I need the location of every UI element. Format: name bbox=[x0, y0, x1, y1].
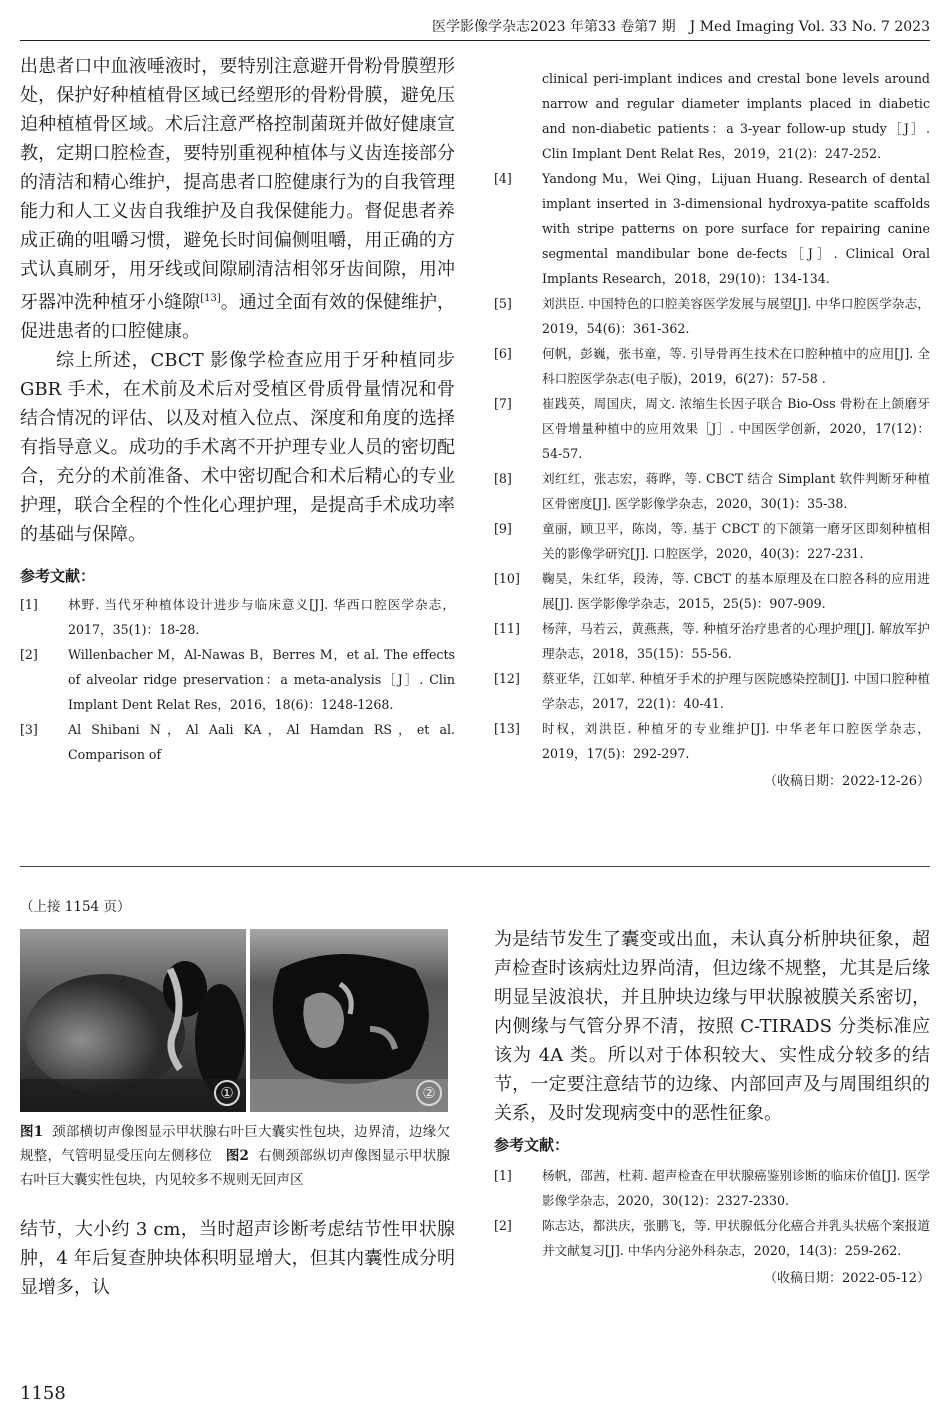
reference-item bbox=[494, 1213, 930, 1263]
body-paragraph: 为是结节发生了囊变或出血，未认真分析肿块征象，超声检查时该病灶边界尚清，但边缘不规整，尤其是后缘明显呈波浪状，并且肿块边缘与甲状腺被膜关系密切，内侧缘与气管分界不清，按照 C-TIRADS 分类标准应该为 4A 类。所以对于体积较大、实性成分较多的结节，一定要注意结节的边缘、内部回声及与周围组织的关系，及时发现病变中的恶性征象。 bbox=[494, 929, 930, 1124]
paragraph-text: 出患者口中血液唾液时，要特别注意避开骨粉骨膜塑形处，保护好种植植骨区域已经塑形的骨粉骨膜，避免压迫种植植骨区域。术后注意严格控制菌斑并做好健康宣教，定期口腔检查，要特别重视种植体与义齿连接部分的清洁和精心维护，提高患者口腔健康行为的自我管理能力和人工义齿自我维护及自我保健能力。督促患者养成正确的咀嚼习惯，避免长时间偏侧咀嚼，用正确的方式认真刷牙，用牙线或间隙刷清洁相邻牙齿间隙，用冲牙器冲洗种植牙小缝隙 bbox=[20, 56, 455, 313]
reference-text: clinical peri-implant indices and crestal bone levels around narrow and regular diameter implants placed in diabetic and non-diabetic patients：a 3-year follow-up study［J］. Clin Implant Dent Relat Res，2019，21(2)：247-252. bbox=[542, 71, 930, 161]
reference-text: 何帆，彭巍，张书童，等. 引导骨再生技术在口腔种植中的应用[J]. 全科口腔医学杂志(电子版)，2019，6(27)：57-58 . bbox=[542, 346, 930, 386]
reference-number: [5] bbox=[494, 296, 512, 311]
reference-item bbox=[494, 616, 930, 666]
header-rule bbox=[20, 40, 930, 41]
reference-item bbox=[494, 466, 930, 516]
caption-fig1-number: 图1 bbox=[20, 1124, 44, 1140]
figure-caption bbox=[20, 1120, 450, 1192]
reference-number: [2] bbox=[20, 647, 38, 662]
reference-item bbox=[494, 291, 930, 341]
reference-number: [13] bbox=[494, 721, 520, 736]
reference-text: 崔践英，周国庆，周文. 浓缩生长因子联合 Bio-Oss 骨粉在上颌磨牙区骨增量种植中的应用效果［J］. 中国医学创新，2020，17(12)：54-57. bbox=[542, 396, 930, 461]
top-left-column bbox=[20, 52, 455, 767]
references-heading: 参考文献： bbox=[20, 567, 96, 585]
reference-text: 林野. 当代牙种植体设计进步与临床意义[J]. 华西口腔医学杂志，2017，35(1)：18-28. bbox=[68, 597, 455, 637]
reference-number: [8] bbox=[494, 471, 512, 486]
reference-list bbox=[20, 592, 455, 767]
reference-item bbox=[494, 66, 930, 166]
figure-label-1: ① bbox=[214, 1080, 240, 1106]
caption-fig1-text: 颈部横切声像图显示甲状腺右叶巨大囊实性包块，边界清，边缘欠规整，气管明显受压向左侧移位 bbox=[20, 1124, 450, 1164]
caption-fig2-number: 图2 bbox=[225, 1148, 249, 1164]
reference-item bbox=[494, 1163, 930, 1213]
reference-text: 陈志达，都洪庆，张鹏飞，等. 甲状腺低分化癌合并乳头状癌个案报道并文献复习[J]. 中华内分泌外科杂志，2020，14(3)：259-262. bbox=[542, 1218, 930, 1258]
reference-text: Yandong Mu，Wei Qing，Lijuan Huang. Research of dental implant inserted in 3-dimensional hydroxya-patite scaffolds with stripe patterns on pore surface for repairing canine segmental mandibular bone de-fects［J］. Clinical Oral Implants Research，2018，29(10)：134-134. bbox=[542, 171, 930, 286]
reference-text: 刘红红，张志宏，蒋晔，等. CBCT 结合 Simplant 软件判断牙种植区骨密度[J]. 医学影像学杂志，2020，30(1)：35-38. bbox=[542, 471, 930, 511]
paragraph-text: 。通过全面有效的保健维护，促进患者的口腔健康。 bbox=[20, 292, 455, 342]
reference-number: [11] bbox=[494, 621, 520, 636]
references-heading: 参考文献： bbox=[494, 1136, 570, 1154]
reference-text: 鞠昊，朱红华，段涛，等. CBCT 的基本原理及在口腔各科的应用进展[J]. 医学影像学杂志，2015，25(5)：907-909. bbox=[542, 571, 930, 611]
reference-text: 蔡亚华，江如苹. 种植牙手术的护理与医院感染控制[J]. 中国口腔种植学杂志，2017，22(1)：40-41. bbox=[542, 671, 930, 711]
running-header: 医学影像学杂志2023 年第33 卷第7 期 J Med Imaging Vol. 33 No. 7 2023 bbox=[431, 19, 930, 35]
figure-label-2: ② bbox=[416, 1080, 442, 1106]
reference-number: [10] bbox=[494, 571, 520, 586]
received-date: （收稿日期：2022-12-26） bbox=[764, 774, 930, 789]
reference-item bbox=[494, 566, 930, 616]
received-date: （收稿日期：2022-05-12） bbox=[764, 1271, 930, 1286]
reference-item bbox=[494, 391, 930, 466]
reference-item bbox=[20, 717, 455, 767]
body-paragraph: 结节，大小约 3 cm，当时超声诊断考虑结节性甲状腺肿，4 年后复查肿块体积明显增大，但其内囊性成分明显增多，认 bbox=[20, 1219, 455, 1298]
reference-number: [9] bbox=[494, 521, 512, 536]
reference-number: [1] bbox=[494, 1168, 512, 1183]
reference-text: 刘洪臣. 中国特色的口腔美容医学发展与展望[J]. 中华口腔医学杂志，2019，54(6)：361-362. bbox=[542, 296, 930, 336]
reference-number: [7] bbox=[494, 396, 512, 411]
reference-item bbox=[20, 592, 455, 642]
page-number: 1158 bbox=[20, 1383, 66, 1404]
caption-fig2-text: 右侧颈部纵切声像图显示甲状腺右叶巨大囊实性包块，内见较多不规则无回声区 bbox=[20, 1148, 450, 1188]
reference-number: [4] bbox=[494, 171, 512, 186]
bottom-left-column bbox=[20, 1215, 455, 1302]
reference-number: [12] bbox=[494, 671, 520, 686]
reference-text: Al Shibani N，Al Aali KA，Al Hamdan RS，et al. Comparison of bbox=[68, 722, 455, 762]
reference-item bbox=[494, 516, 930, 566]
body-paragraph bbox=[20, 52, 455, 346]
reference-number: [2] bbox=[494, 1218, 512, 1233]
continued-note: （上接 1154 页） bbox=[20, 899, 131, 915]
reference-text: 杨帆，邵茜，杜莉. 超声检查在甲状腺癌鉴别诊断的临床价值[J]. 医学影像学杂志，2020，30(12)：2327-2330. bbox=[542, 1168, 930, 1208]
reference-item bbox=[20, 642, 455, 717]
reference-number: [3] bbox=[20, 722, 38, 737]
reference-text: 杨萍，马若云，黄燕燕，等. 种植牙治疗患者的心理护理[J]. 解放军护理杂志，2018，35(15)：55-56. bbox=[542, 621, 930, 661]
reference-text: 时权，刘洪臣. 种植牙的专业维护[J]. 中华老年口腔医学杂志，2019，17(5)：292-297. bbox=[542, 721, 930, 761]
reference-number: [1] bbox=[20, 597, 38, 612]
citation: [13] bbox=[200, 293, 221, 304]
reference-text: 童丽，顾卫平，陈岗，等. 基于 CBCT 的下颌第一磨牙区即刻种植相关的影像学研究[J]. 口腔医学，2020，40(3)：227-231. bbox=[542, 521, 930, 561]
reference-item bbox=[494, 166, 930, 291]
reference-text: Willenbacher M，Al-Nawas B，Berres M，et al. The effects of alveolar ridge preservation：a meta-analysis［J］. Clin Implant Dent Relat Res，2016，18(6)：1248-1268. bbox=[68, 647, 455, 712]
ultrasound-figure-2 bbox=[250, 929, 448, 1112]
reference-item bbox=[494, 716, 930, 766]
reference-item bbox=[494, 666, 930, 716]
bottom-right-column bbox=[494, 925, 930, 1286]
reference-item bbox=[494, 341, 930, 391]
body-paragraph: 综上所述，CBCT 影像学检查应用于牙种植同步 GBR 手术，在术前及术后对受植区骨质骨量情况和骨结合情况的评估、以及对植入位点、深度和角度的选择有指导意义。成功的手术离不开护理专业人员的密切配合，充分的术前准备、术中密切配合和术后精心的专业护理，联合全程的个性化心理护理，是提高手术成功率的基础与保障。 bbox=[20, 350, 455, 545]
top-right-column bbox=[494, 66, 930, 789]
ultrasound-figure-1 bbox=[20, 929, 246, 1112]
reference-number: [6] bbox=[494, 346, 512, 361]
section-divider bbox=[20, 866, 930, 867]
ultrasound-image-1 bbox=[20, 929, 246, 1112]
